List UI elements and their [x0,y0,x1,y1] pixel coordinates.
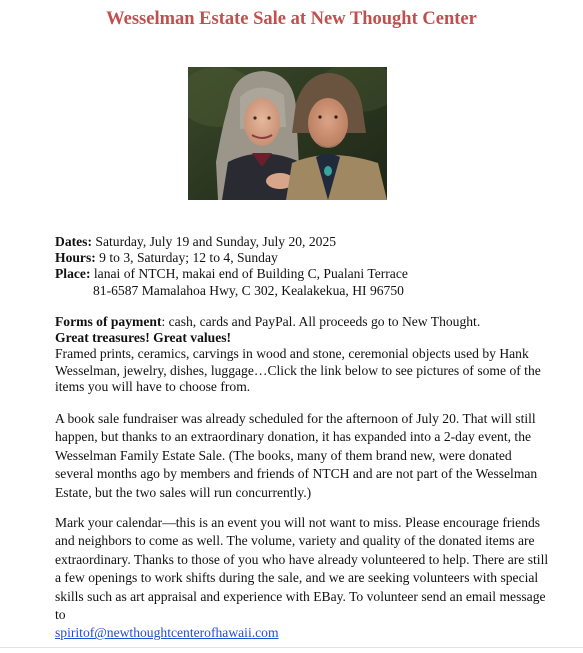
dates-line [55,234,550,250]
address-line: 81-6587 Mamalahoa Hwy, C 302, Kealakekua, HI 96750 [93,282,404,298]
book-sale-paragraph: A book sale fundraiser was already scheduled for the afternoon of July 20. That will still happen, but thanks to an extraordinary donation, it has expanded into a 2-day event, the Wesselman Family Estate Sale. (The books, many of them brand new, were donated several months ago by members and friends of NTCH and are not part of the Wesselman Estate, but the two sales will run concurrently.) [55,411,538,500]
hours-label: Hours: [55,250,96,266]
place-value: lanai of NTCH, makai end of Building C, Pualani Terrace [90,266,408,282]
page-title: Wesselman Estate Sale at New Thought Center [106,9,477,29]
payment-section [55,314,550,395]
payment-label: Forms of payment [55,314,162,329]
couple-portrait-image [188,67,387,200]
volunteer-email-link[interactable]: spiritof@newthoughtcenterofhawaii.com [55,625,279,641]
payment-value: : cash, cards and PayPal. All proceeds go to New Thought. [161,314,481,329]
page-divider [0,647,583,648]
couple-photo [188,67,387,200]
dates-value: Saturday, July 19 and Sunday, July 20, 2025 [92,234,337,249]
event-details [55,234,550,299]
payment-line [55,314,550,330]
treasures-heading: Great treasures! Great values! [55,330,232,346]
calendar-paragraph [55,514,550,643]
hours-line [55,250,550,266]
hours-value: 9 to 3, Saturday; 12 to 4, Sunday [95,250,278,266]
items-description: Framed prints, ceramics, carvings in wood and stone, ceremonial objects used by Hank Wesselman, jewelry, dishes, luggage…Click the link below to see pictures of some of the items you will have to choose from. [55,346,541,394]
place-line [55,266,550,282]
dates-label: Dates: [55,234,92,249]
place-label: Place: [55,266,91,282]
calendar-text: Mark your calendar—this is an event you will not want to miss. Please encourage friends and neighbors to come as well. The volume, variety and quality of the donated items are extraordinary. Thanks to those of you who have already volunteered to help. There are still a few openings to work shifts during the sale, and we are seeking volunteers with special skills such as art appraisal and experience with EBay. To volunteer send an email message to [55,515,549,623]
